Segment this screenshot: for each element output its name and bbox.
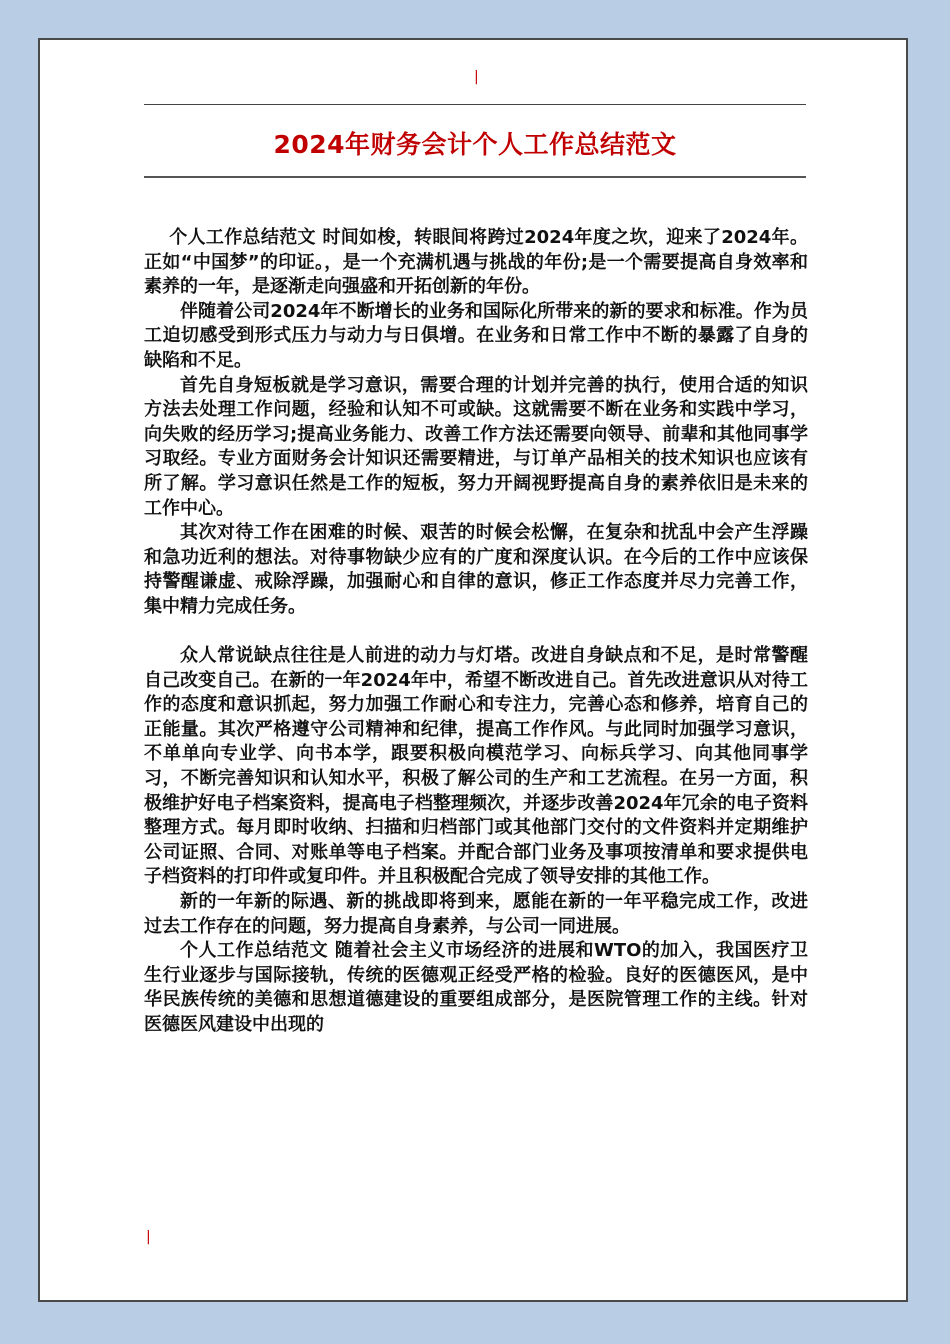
- footer-marker: |: [146, 1229, 151, 1245]
- header-marker: |: [474, 69, 479, 85]
- paragraph-4: 其次对待工作在困难的时候、艰苦的时候会松懈，在复杂和扰乱中会产生浮躁和急功近利的想法。对待事物缺少应有的广度和深度认识。在今后的工作中应该保持警醒谦虚、戒除浮躁，加强耐心和自律的意识，修正工作态度并尽力完善工作，集中精力完成任务。: [144, 522, 808, 617]
- paragraph-1: 个人工作总结范文 时间如梭，转眼间将跨过2024年度之坎，迎来了2024年。正如“中国梦”的印证。，是一个充满机遇与挑战的年份;是一个需要提高自身效率和素养的一年，是逐渐走向强盛和开拓创新的年份。: [144, 227, 808, 298]
- document-title: 2024年财务会计个人工作总结范文: [273, 130, 677, 159]
- paragraph-3: 首先自身短板就是学习意识，需要合理的计划并完善的执行，使用合适的知识方法去处理工作问题，经验和认知不可或缺。这就需要不断在业务和实践中学习，向失败的经历学习;提高业务能力、改善工作方法还需要向领导、前辈和其他同事学习取经。专业方面财务会计知识还需要精进，与订单产品相关的技术知识也应该有所了解。学习意识任然是工作的短板，努力开阔视野提高自身的素养依旧是未来的工作中心。: [144, 374, 808, 519]
- document-page: [38, 38, 908, 1302]
- title-rule: [144, 176, 806, 178]
- header-rule: [144, 104, 806, 105]
- paragraph-2: 伴随着公司2024年不断增长的业务和国际化所带来的新的要求和标准。作为员工迫切感受到形式压力与动力与日俱增。在业务和日常工作中不断的暴露了自身的缺陷和不足。: [144, 300, 808, 371]
- document-body: [144, 226, 808, 1038]
- paragraph-5: 众人常说缺点往往是人前进的动力与灯塔。改进自身缺点和不足，是时常警醒自己改变自己。在新的一年2024年中，希望不断改进自己。首先改进意识从对待工作的态度和意识抓起，努力加强工作耐心和专注力，完善心态和修养，培育自己的正能量。其次严格遵守公司精神和纪律，提高工作作风。与此同时加强学习意识，不单单向专业学、向书本学，跟要积极向模范学习、向标兵学习、向其他同事学习，不断完善知识和认知水平，积极了解公司的生产和工艺流程。在另一方面，积极维护好电子档案资料，提高电子档整理频次，并逐步改善2024年冗余的电子资料整理方式。每月即时收纳、扫描和归档部门或其他部门交付的文件资料并定期维护公司证照、合同、对账单等电子档案。并配合部门业务及事项按清单和要求提供电子档资料的打印件或复印件。并且积极配合完成了领导安排的其他工作。: [144, 645, 808, 888]
- paragraph-6: 新的一年新的际遇、新的挑战即将到来，愿能在新的一年平稳完成工作，改进过去工作存在的问题，努力提高自身素养，与公司一同进展。: [144, 891, 808, 937]
- paragraph-7: 个人工作总结范文 随着社会主义市场经济的进展和WTO的加入，我国医疗卫生行业逐步与国际接轨，传统的医德观正经受严格的检验。良好的医德医风，是中华民族传统的美德和思想道德建设的重要组成部分，是医院管理工作的主线。针对医德医风建设中出现的: [144, 940, 808, 1035]
